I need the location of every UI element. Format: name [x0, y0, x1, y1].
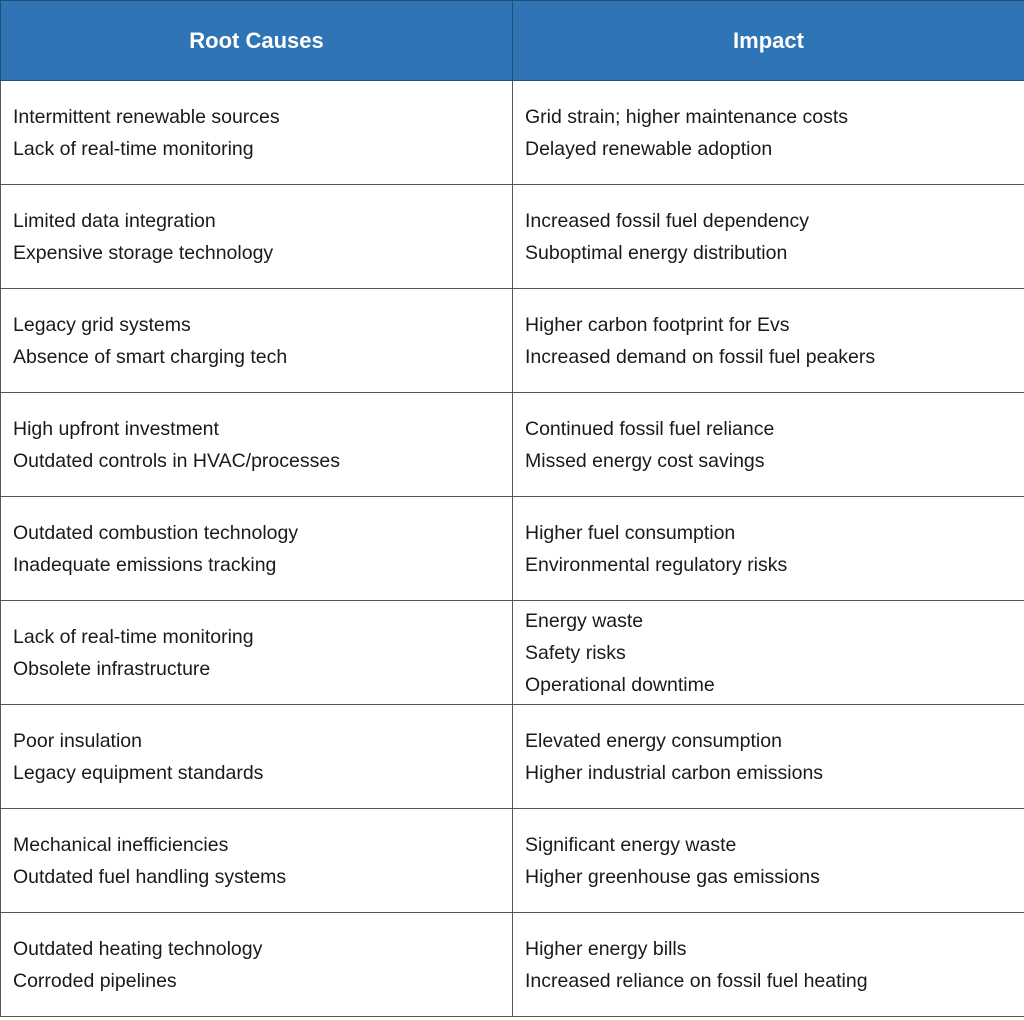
impact-text: Energy waste: [525, 609, 644, 632]
root-cause-text: Outdated fuel handling systems: [13, 865, 287, 888]
impact-text: Higher industrial carbon emissions: [525, 761, 824, 784]
impact-cell: [513, 393, 1024, 497]
root-cause-text: Expensive storage technology: [13, 241, 274, 264]
root-cause-text: Poor insulation: [13, 729, 142, 752]
header-root-causes: Root Causes: [1, 1, 513, 81]
impact-text: Suboptimal energy distribution: [525, 241, 788, 264]
root-cause-text: Lack of real-time monitoring: [13, 625, 254, 648]
impact-text: Significant energy waste: [525, 833, 737, 856]
impact-text: Elevated energy consumption: [525, 729, 782, 752]
table-row: [1, 185, 1024, 289]
root-cause-cell: [1, 289, 513, 393]
impact-cell: [513, 809, 1024, 913]
impact-text: Increased demand on fossil fuel peakers: [525, 345, 876, 368]
root-cause-text: Legacy grid systems: [13, 313, 191, 336]
table-row: [1, 601, 1024, 705]
table-row: [1, 81, 1024, 185]
impact-text: Increased reliance on fossil fuel heating: [525, 969, 868, 992]
impact-cell: [513, 81, 1024, 185]
root-cause-text: Absence of smart charging tech: [13, 345, 288, 368]
root-cause-text: Corroded pipelines: [13, 969, 177, 992]
impact-cell: [513, 497, 1024, 601]
table-row: [1, 705, 1024, 809]
impact-cell: [513, 913, 1024, 1017]
table-row: [1, 289, 1024, 393]
impact-cell: [513, 601, 1024, 705]
root-cause-cell: [1, 185, 513, 289]
impact-cell: [513, 185, 1024, 289]
impact-text: Safety risks: [525, 641, 626, 664]
table-row: [1, 913, 1024, 1017]
root-cause-text: Lack of real-time monitoring: [13, 137, 254, 160]
impact-text: Higher fuel consumption: [525, 521, 736, 544]
header-row: [1, 1, 1024, 81]
root-cause-cell: [1, 705, 513, 809]
root-cause-text: Outdated controls in HVAC/processes: [13, 449, 340, 472]
impact-text: Environmental regulatory risks: [525, 553, 788, 576]
impact-text: Increased fossil fuel dependency: [525, 209, 810, 232]
impact-text: Operational downtime: [525, 673, 715, 696]
impact-text: Higher greenhouse gas emissions: [525, 865, 820, 888]
root-cause-cell: [1, 497, 513, 601]
impact-text: Grid strain; higher maintenance costs: [525, 105, 848, 128]
table-row: [1, 809, 1024, 913]
root-cause-text: Mechanical inefficiencies: [13, 833, 229, 856]
root-cause-text: Limited data integration: [13, 209, 216, 232]
root-cause-cell: [1, 81, 513, 185]
impact-text: Higher carbon footprint for Evs: [525, 313, 790, 336]
impact-text: Delayed renewable adoption: [525, 137, 773, 160]
table-body: [1, 81, 1024, 1017]
impact-cell: [513, 289, 1024, 393]
table-row: [1, 497, 1024, 601]
root-cause-text: Intermittent renewable sources: [13, 105, 280, 128]
root-cause-text: Obsolete infrastructure: [13, 657, 211, 680]
root-cause-text: Inadequate emissions tracking: [13, 553, 277, 576]
root-cause-cell: [1, 809, 513, 913]
root-cause-text: Outdated heating technology: [13, 937, 263, 960]
root-cause-text: Outdated combustion technology: [13, 521, 299, 544]
impact-text: Higher energy bills: [525, 937, 687, 960]
root-cause-text: Legacy equipment standards: [13, 761, 264, 784]
header-impact: Impact: [513, 1, 1024, 81]
impact-text: Missed energy cost savings: [525, 449, 765, 472]
root-cause-cell: [1, 913, 513, 1017]
impact-cell: [513, 705, 1024, 809]
root-cause-cell: [1, 393, 513, 497]
root-cause-text: High upfront investment: [13, 417, 219, 440]
root-cause-cell: [1, 601, 513, 705]
impact-text: Continued fossil fuel reliance: [525, 417, 775, 440]
table-row: [1, 393, 1024, 497]
